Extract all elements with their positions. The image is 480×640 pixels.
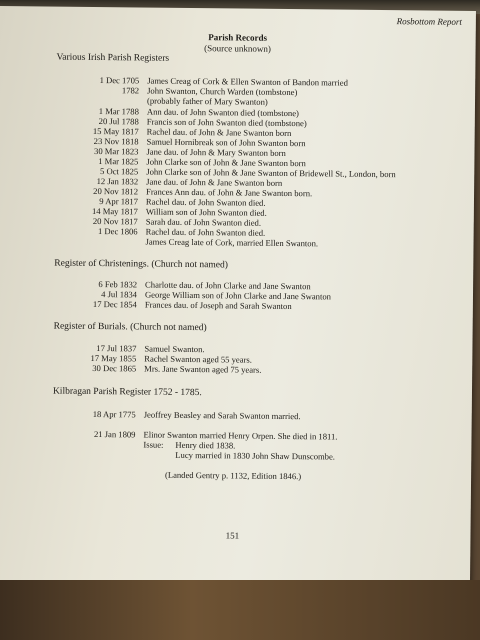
list-item: 21 Jan 1809 Elinor Swanton married Henry Orpen. She died in 1811. [93,429,338,442]
list-item: 1 Dec 1705 James Creag of Cork & Ellen Swanton of Bandon married [99,75,348,88]
list-item: 14 May 1817 William son of John Swanton died. [91,205,267,218]
list-item: 9 Apr 1817 Rachel dau. of John Swanton died. [99,196,266,208]
list-item: 5 Oct 1825 John Clarke son of John & Jane Swanton of Bridewell St., London, born [100,166,396,180]
section-heading-irish-registers: Various Irish Parish Registers [56,52,170,64]
document-page [0,6,476,596]
table-surface [0,580,480,640]
list-item: 17 Dec 1854 Frances dau. of Joseph and Sarah Swanton [92,298,292,312]
section-heading-christenings: Register of Christenings. (Church not named) [54,258,228,271]
section-heading-kilbragan: Kilbragan Parish Register 1752 - 1785. [52,386,202,399]
list-item: 17 Jul 1837 Samuel Swanton. [96,343,205,355]
list-item: 4 Jul 1834 George William son of John Clarke and Jane Swanton [101,289,332,302]
list-item: 20 Nov 1812 Frances Ann dau. of John & Jane Swanton born. [93,185,313,199]
list-item: 1 Dec 1806 Rachel dau. of John Swanton died. [97,226,266,238]
list-item: 20 Jul 1788 Francis son of John Swanton died (tombstone) [98,116,307,129]
list-item: 6 Feb 1832 Charlotte dau. of John Clarke and Jane Swanton [98,279,311,292]
page-title: Parish Records [208,32,268,43]
list-item: (probably father of Mary Swanton) [146,95,268,107]
issue-line: Henry died 1838. [175,439,236,451]
list-item: James Creag late of Cork, married Ellen Swanton. [145,236,319,249]
issue-line: Lucy married in 1830 John Shaw Dunscombe. [175,449,336,462]
list-item: 20 Nov 1817 Sarah dau. of John Swanton died. [92,215,262,228]
list-item: 23 Nov 1818 Samuel Hornibreak son of John Swanton born [93,135,306,149]
page-subtitle: (Source unknown) [204,43,271,54]
list-item: 30 Mar 1823 Jane dau. of John & Mary Swanton born [94,145,286,159]
page-number: 151 [225,530,240,541]
list-item: 1782 John Swanton, Church Warden (tombstone) [121,85,298,98]
list-item: 15 May 1817 Rachel dau. of John & Jane Swanton born [92,125,292,139]
source-note: (Landed Gentry p. 1132, Edition 1846.) [164,469,302,482]
issue-label: Issue: [143,439,164,450]
report-header: Rosbottom Report [396,16,462,27]
list-item: 12 Jan 1832 Jane dau. of John & Jane Swanton born [96,176,283,188]
list-item: 18 Apr 1775 Jeoffrey Beasley and Sarah Swanton married. [92,408,301,422]
list-item: 1 Mar 1825 John Clarke son of John & Jane Swanton born [98,156,306,169]
section-heading-burials: Register of Burials. (Church not named) [53,321,207,334]
list-item: 30 Dec 1865 Mrs. Jane Swanton aged 75 years. [92,362,262,375]
list-item: 17 May 1855 Rachel Swanton aged 55 years. [90,352,253,365]
list-item: 1 Mar 1788 Ann dau. of John Swanton died (tombstone) [98,106,299,119]
